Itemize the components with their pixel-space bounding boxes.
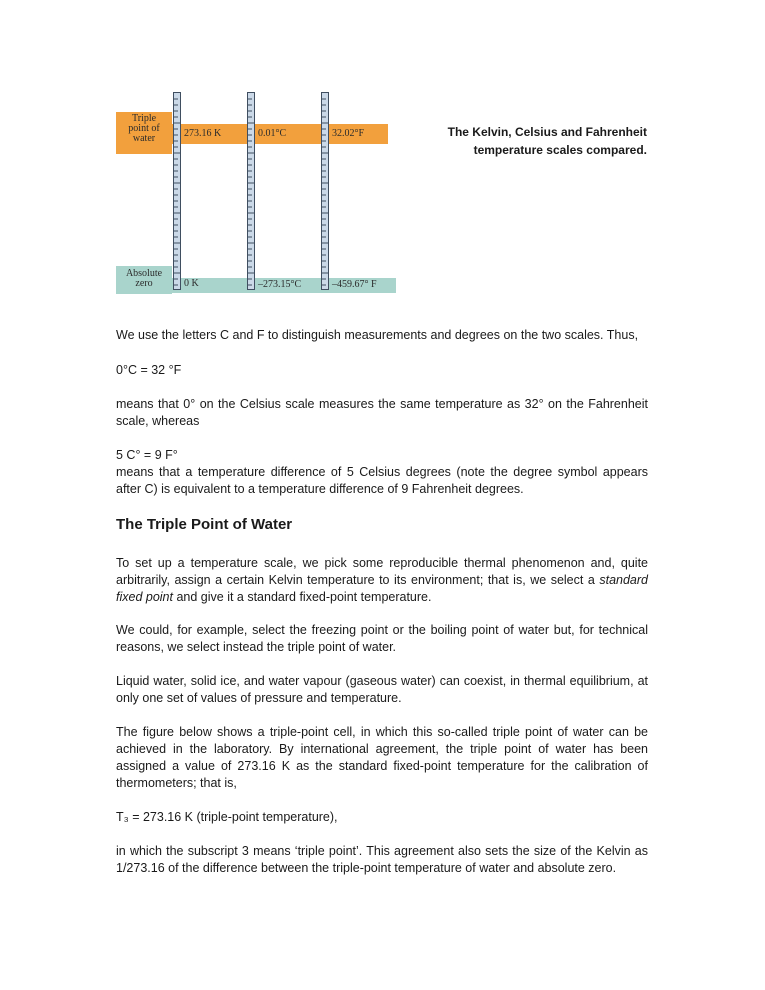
paragraph-kelvin-size: in which the subscript 3 means ‘triple point’. This agreement also sets the size of the Kelvin as 1/273.16 of the difference between the triple-point temperature of water and absolute zero.	[116, 844, 648, 875]
absolute-zero-label: Absolute zero	[125, 268, 163, 289]
equation-degree-difference: 5 C° = 9 F°	[116, 448, 178, 462]
figure-caption: The Kelvin, Celsius and Fahrenheit temperature scales compared.	[447, 125, 647, 157]
celsius-thermometer	[247, 92, 255, 290]
fahrenheit-zero-value: –459.67° F	[332, 279, 377, 290]
section-heading: The Triple Point of Water	[116, 516, 293, 533]
paragraph-freezing-boiling: We could, for example, select the freezing point or the boiling point of water but, for technical reasons, we select instead the triple point of water.	[116, 623, 648, 654]
paragraph-coexist: Liquid water, solid ice, and water vapour (gaseous water) can coexist, in thermal equilibrium, at only one set of values of pressure and temperature.	[116, 674, 648, 705]
equation-celsius-fahrenheit: 0°C = 32 °F	[116, 363, 182, 377]
temperature-scales-figure	[116, 88, 398, 308]
triple-point-label: Triple point of water	[128, 113, 160, 144]
celsius-triple-value: 0.01°C	[258, 128, 287, 139]
kelvin-triple-value: 273.16 K	[184, 128, 222, 139]
standard-fixed-point-emphasis: standard fixed point	[116, 573, 648, 604]
fahrenheit-triple-value: 32.02°F	[332, 128, 365, 139]
paragraph-intro: We use the letters C and F to distinguish measurements and degrees on the two scales. Thus,	[116, 328, 639, 342]
paragraph-triple-point-cell: The figure below shows a triple-point cell, in which this so-called triple point of water can be achieved in the laboratory. By international agreement, the triple point of water has been assigned a value of 273.16 K as the standard fixed-point temperature for the calibration of thermometers; that is,	[116, 725, 648, 790]
kelvin-zero-value: 0 K	[184, 278, 199, 289]
paragraph-temperature-scale: To set up a temperature scale, we pick some reproducible thermal phenomenon and, quite arbitrarily, assign a certain Kelvin temperature to its environment; that is, we select a standard fixed point and give it a standard fixed-point temperature.	[116, 556, 648, 604]
fahrenheit-thermometer	[321, 92, 329, 290]
kelvin-thermometer	[173, 92, 181, 290]
equation-triple-point-temperature: T₃ = 273.16 K (triple-point temperature),	[116, 810, 338, 824]
paragraph-difference-meaning: means that a temperature difference of 5 Celsius degrees (note the degree symbol appears after C) is equivalent to a temperature difference of 9 Fahrenheit degrees.	[116, 465, 648, 496]
paragraph-celsius-meaning: means that 0° on the Celsius scale measures the same temperature as 32° on the Fahrenheit scale, whereas	[116, 397, 648, 428]
celsius-zero-value: –273.15°C	[258, 279, 302, 290]
